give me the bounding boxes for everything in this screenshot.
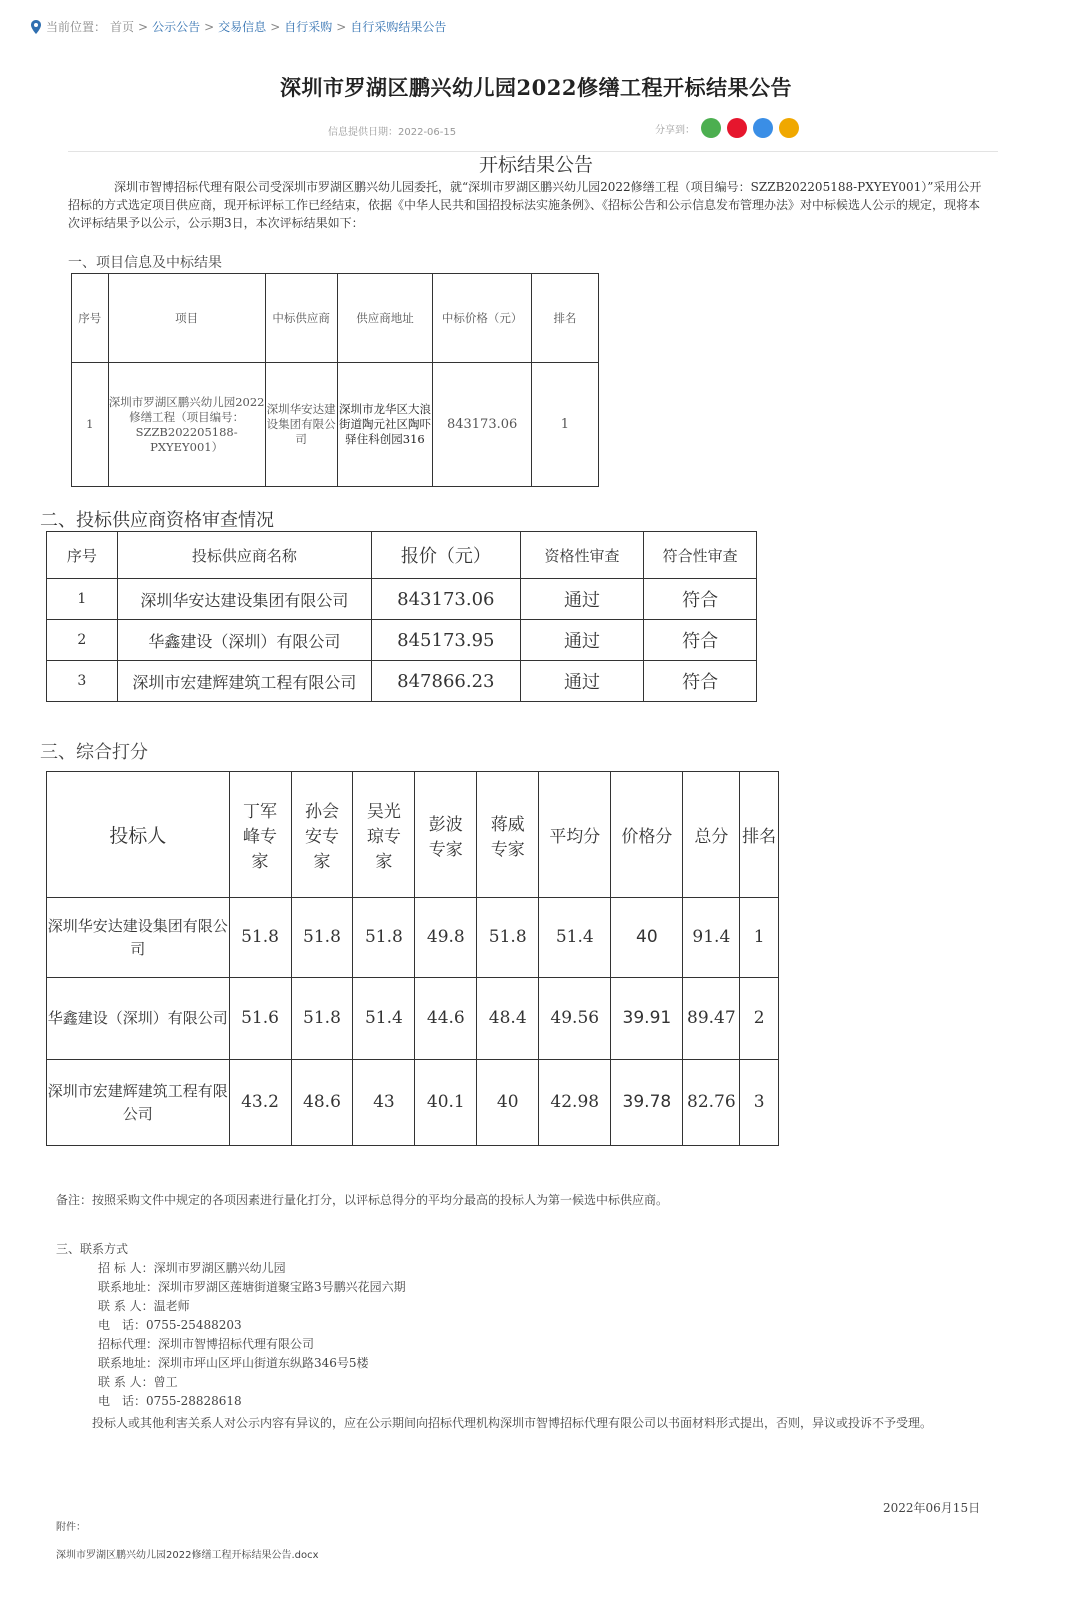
notice-subtitle: 开标结果公告 [478,154,593,176]
table-row [72,363,599,487]
table-header: 排名 [740,772,779,898]
table-cell: 深圳市宏建辉建筑工程有限公司 [117,661,371,702]
section1-title: 一、项目信息及中标结果 [68,255,222,271]
table-cell: 通过 [520,661,644,702]
table-cell: 843173.06 [433,363,532,487]
table-cell: 51.6 [229,978,291,1060]
table-cell: 39.91 [611,978,683,1060]
table-header: 中标价格（元） [433,274,532,363]
table-row [47,1060,779,1146]
contact-line: 招标代理：深圳市智博招标代理有限公司 [98,1337,315,1351]
table-cell: 43 [353,1060,415,1146]
table-cell: 51.8 [477,898,539,978]
breadcrumb-current[interactable]: 自行采购结果公告 [350,20,447,34]
breadcrumb-self-procurement[interactable]: 自行采购 [284,20,333,34]
table-header: 吴光琼专家 [353,772,415,898]
section2-title: 二、投标供应商资格审查情况 [40,510,274,531]
table-header: 序号 [72,274,109,363]
table-header: 供应商地址 [337,274,433,363]
table-row [47,579,757,620]
breadcrumb-trade-info[interactable]: 交易信息 [218,20,267,34]
table-header: 符合性审查 [644,532,757,579]
weibo-icon[interactable] [727,118,747,138]
qq-icon[interactable] [753,118,773,138]
section3-title: 三、综合打分 [40,742,148,763]
contact-line: 招 标 人：深圳市罗湖区鹏兴幼儿园 [98,1261,286,1275]
table-cell: 39.78 [611,1060,683,1146]
contact-line: 联 系 人：温老师 [98,1299,190,1313]
table-header: 项目 [108,274,265,363]
table-header: 排名 [531,274,598,363]
table-header: 中标供应商 [265,274,337,363]
table-header: 价格分 [611,772,683,898]
sign-date: 2022年06月15日 [883,1501,981,1515]
table-cell: 3 [740,1060,779,1146]
table-cell: 44.6 [415,978,477,1060]
table-cell: 华鑫建设（深圳）有限公司 [117,620,371,661]
table-cell: 51.8 [229,898,291,978]
table-cell: 符合 [644,661,757,702]
table-header: 蒋威专家 [477,772,539,898]
table-cell: 51.8 [353,898,415,978]
table-row [47,978,779,1060]
table-header: 投标人 [47,772,230,898]
table-cell: 49.8 [415,898,477,978]
contact-line: 联 系 人：曾工 [98,1375,178,1389]
table-cell: 42.98 [539,1060,611,1146]
contact-line: 联系地址：深圳市罗湖区莲塘街道聚宝路3号鹏兴花园六期 [98,1280,406,1294]
table-cell: 51.8 [291,978,353,1060]
table-header: 丁军峰专家 [229,772,291,898]
attachment-label: 附件： [56,1522,86,1533]
contact-line: 联系地址：深圳市坪山区坪山街道东纵路346号5楼 [98,1356,369,1370]
table-cell: 深圳市龙华区大浪街道陶元社区陶吓驿住科创园316 [337,363,433,487]
table-row [47,661,757,702]
share-bar [655,118,799,138]
table-cell: 51.4 [539,898,611,978]
table-cell: 51.8 [291,898,353,978]
table-cell: 深圳市宏建辉建筑工程有限公司 [47,1060,230,1146]
share-label: 分享到： [655,124,695,136]
dispute-paragraph: 投标人或其他利害关系人对公示内容有异议的，应在公示期间向招标代理机构深圳市智博招标代理有限公司以书面材料形式提出，否则，异议或投诉不予受理。 [92,1416,933,1430]
qualification-table [46,531,757,702]
table-cell: 2 [47,620,118,661]
table-cell: 1 [740,898,779,978]
table-cell: 3 [47,661,118,702]
table-cell: 49.56 [539,978,611,1060]
star-icon[interactable] [779,118,799,138]
intro-paragraph: 深圳市智博招标代理有限公司受深圳市罗湖区鹏兴幼儿园委托，就“深圳市罗湖区鹏兴幼儿园2022修缮工程（项目编号：SZZB202205188-PXYEY001）”采用公开招标的方式选定项目供应商，现开标评标工作已经结束，依据《中华人民共和国招投标法实施条例》、《招标公告和公示信息发布管理办法》对中标候选人公示的规定，现将本次评标结果予以公示，公示期3日，本次评标结果如下： [68,180,982,230]
table-cell: 通过 [520,620,644,661]
table-cell: 843173.06 [371,579,520,620]
wechat-icon[interactable] [701,118,721,138]
table-cell: 40 [477,1060,539,1146]
page-title: 深圳市罗湖区鹏兴幼儿园2022修缮工程开标结果公告 [280,75,792,100]
table-header: 平均分 [539,772,611,898]
table-cell: 43.2 [229,1060,291,1146]
project-result-table [71,273,599,487]
contact-line: 电 话：0755-25488203 [98,1318,242,1332]
table-cell: 48.6 [291,1060,353,1146]
table-header: 投标供应商名称 [117,532,371,579]
table-header: 彭波专家 [415,772,477,898]
table-cell: 48.4 [477,978,539,1060]
table-cell: 符合 [644,620,757,661]
table-header: 报价（元） [371,532,520,579]
table-cell: 通过 [520,579,644,620]
table-header: 总分 [683,772,740,898]
publish-date: 信息提供日期：2022-06-15 [328,127,457,138]
contact-section [56,1240,406,1411]
table-cell: 1 [47,579,118,620]
table-cell: 845173.95 [371,620,520,661]
breadcrumb-prefix: 当前位置： [46,20,107,34]
table-cell: 89.47 [683,978,740,1060]
table-cell: 2 [740,978,779,1060]
breadcrumb-notice[interactable]: 公示公告 [152,20,201,34]
table-cell: 40 [611,898,683,978]
table-header: 孙会安专家 [291,772,353,898]
location-pin-icon [30,20,42,34]
table-cell: 847866.23 [371,661,520,702]
breadcrumb-home[interactable]: 首页 [110,20,135,34]
table-cell: 1 [72,363,109,487]
table-cell: 40.1 [415,1060,477,1146]
scoring-table [46,771,779,1146]
table-cell: 82.76 [683,1060,740,1146]
table-header: 序号 [47,532,118,579]
table-cell: 1 [531,363,598,487]
table-cell: 51.4 [353,978,415,1060]
contact-line: 电 话：0755-28828618 [98,1394,242,1408]
table-cell: 符合 [644,579,757,620]
table-cell: 深圳华安达建设集团有限公司 [117,579,371,620]
table-cell: 深圳华安达建设集团有限公司 [265,363,337,487]
table-cell: 华鑫建设（深圳）有限公司 [47,978,230,1060]
remark: 备注：按照采购文件中规定的各项因素进行量化打分，以评标总得分的平均分最高的投标人为第一候选中标供应商。 [56,1193,669,1207]
table-row [47,898,779,978]
breadcrumb: 当前位置： 首页 > 公示公告 > 交易信息 > 自行采购 > 自行采购结果公告 [30,18,446,35]
contact-title: 三、联系方式 [56,1242,129,1256]
table-cell: 深圳华安达建设集团有限公司 [47,898,230,978]
table-row [47,620,757,661]
attachment-link[interactable]: 深圳市罗湖区鹏兴幼儿园2022修缮工程开标结果公告.docx [56,1550,319,1561]
table-cell: 91.4 [683,898,740,978]
table-header: 资格性审查 [520,532,644,579]
table-cell: 深圳市罗湖区鹏兴幼儿园2022修缮工程（项目编号：SZZB202205188-PXYEY001） [108,363,265,487]
